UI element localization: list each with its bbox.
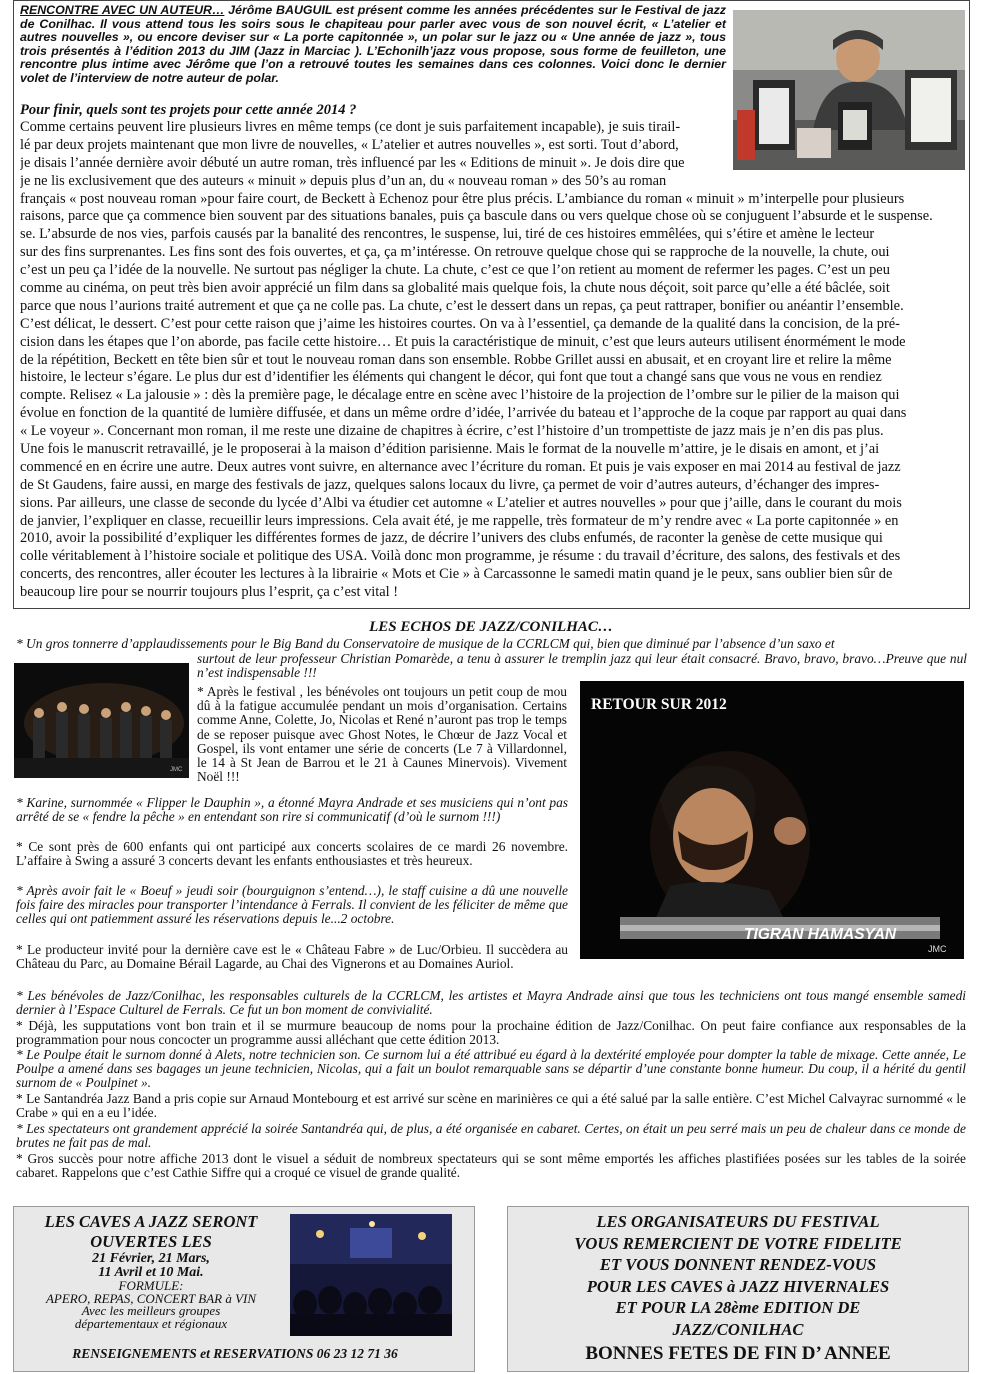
thanks-line: JAZZ/CONILHAC	[672, 1319, 804, 1339]
answer-line: Une fois le manuscrit retravaillé, je le proposerai à la maison d’édition parisienne. Mais le format de la nouvelle m’attire, je le disais en amont, et j’ai	[20, 441, 880, 458]
echo-item-1a: * Un gros tonnerre d’applaudissements pour le Big Band du Conservatoire de musique de la CCRLCM qui, bien que diminué par l’absence d’un saxo et	[16, 636, 835, 651]
echo-item-10: * Le Santandréa Jazz Band a pris copie sur Arnaud Montebourg et est arrivé sur scène en marinières ce qui a été salué par la salle entière. C’est Michel Calvayrac surnommé « le Crabe » qui en a eu l’idée.	[16, 1091, 966, 1121]
answer-line: colle véritablement à l’histoire sociale et politique des USA. Voilà donc mon programme, je résume : du travail d’écriture, des salons, des festivals et des	[20, 548, 901, 565]
caves-reservations: RENSEIGNEMENTS et RESERVATIONS 06 23 12 71 36	[72, 1346, 398, 1361]
echo-item-11: * Les spectateurs ont grandement apprécié la soirée Santandréa qui, de plus, a été organisée en cabaret. Certes, on était un peu serré mais un peu de chaleur dans ce monde de brutes ne fait pas de mal.	[16, 1121, 966, 1151]
thanks-line: POUR LES CAVES à JAZZ HIVERNALES	[586, 1276, 890, 1296]
answer-line: raisons, parce que ça commence bien souvent par des situations banales, puis ça bascule dans ou vers quelque chose où se conjuguent l’absurde et le suspense.	[20, 208, 933, 225]
retour-title: RETOUR SUR 2012	[591, 696, 727, 713]
echo-item-3: * Karine, surnommée « Flipper le Dauphin », a étonné Mayra Andrade et ses musiciens qui n’ont pas arrêté de se « fendre la pêche » en entendant son rire si communicatif (d’où le surnom !!!)	[16, 795, 568, 825]
echo-item-8: * Déjà, les supputations vont bon train et il se murmure beaucoup de noms pour la prochaine édition de Jazz/Conilhac. On peut faire confiance aux responsables de la programmation pour nous concocter un programme aussi alléchant que cette édition 2013.	[16, 1018, 966, 1048]
echo-item-9: * Le Poulpe était le surnom donné à Alets, notre technicien son. Ce surnom lui a été attribué eu égard à la dextérité employée pour dompter la table de mixage. Cette année, Le Poulpe a amené dans ses bagages un jeune technicien, Nicolas, qui a fait un boulot remarquable sans se départir d’une constante bonne humeur. Du coup, il a hérité du gentil surnom de « Poulpinet ».	[16, 1047, 966, 1091]
answer-line: « Le voyeur ». Concernant mon roman, il me reste une dizaine de chapitres à écrire, c’est l’histoire d’un trompettiste de jazz mais je n’en dis pas plus.	[20, 423, 884, 440]
caves-groups-2: départementaux et régionaux	[74, 1315, 228, 1331]
caves-line-1: LES CAVES A JAZZ SERONT	[44, 1212, 258, 1231]
retour-2012-photo	[580, 681, 964, 959]
answer-line: lé par deux projets maintenant que mon livre de nouvelles, « L’atelier et autres nouvelles », est sorti. Tout d’abord,	[20, 136, 679, 153]
interview-intro	[20, 4, 726, 86]
echo-item-7: * Les bénévoles de Jazz/Conilhac, les responsables culturels de la CCRLCM, les artistes et Mayra Andrade ainsi que tous les techniciens ont tous mangé ensemble samedi dernier à l’Espace Culturel de Ferrals. Ce fut un bon moment de convivialité.	[16, 988, 966, 1018]
thanks-line: ET VOUS DONNENT RENDEZ-VOUS	[599, 1255, 877, 1275]
caves-formule-text: APERO, REPAS, CONCERT BAR à VIN	[45, 1290, 257, 1306]
echo-item-5: * Après avoir fait le « Boeuf » jeudi soir (bourguignon s’entend…), le staff cuisine a dû une nouvelle fois faire des miracles pour transporter l’intendance à Ferrals. Il convient de les féliciter de même que celles qui ont patiemment assuré les réservations depuis le...2 octobre.	[16, 883, 568, 927]
answer-line: Comme certains peuvent lire plusieurs livres en même temps (ce dont je suis parfaitement incapable), je suis tirail-	[20, 119, 681, 135]
answer-line: évolue en fonction de la quantité de lumière diffusée, et dans un même ordre d’idée, l’arrivée du bateau et l’approche de la coque par rapport au quai dans	[20, 405, 907, 422]
echo-item-6: * Le producteur invité pour la dernière cave est le « Château Fabre » de Luc/Orbieu. Il succèdera au Château du Parc, au Domaine Bérail Lagarde, au Chai des Vignerons et au Domaines Auriol.	[16, 942, 568, 972]
answer-line: commencé en en écrire une autre. Deux autres vont suivre, en alternance avec l’écriture du roman. Et puis je vais exposer en mai 2014 au festival de jazz	[20, 458, 901, 475]
caves-announcement	[20, 1212, 282, 1330]
answer-line: C’est délicat, le dessert. C’est pour cette raison que j’aime les histoires courtes. On va à l’essentiel, ça demande de la qualité dans la concision, de la pré-	[20, 315, 900, 332]
answer-line: cision dans les étapes que l’on aborde, pas facile cette histoire… Et puis la caractéristique de minuit, c’est que leurs auteurs utilisent énormément le mode	[20, 333, 906, 350]
caves-formule: FORMULE:	[118, 1278, 184, 1293]
retour-caption: TIGRAN HAMASYAN	[744, 926, 897, 943]
answer-line: c’est un peu ça l’idée de la nouvelle. Ne surtout pas négliger la chute. La chute, c’est ce que l’on retient au moment de refermer les pages. C’est un peu	[20, 262, 890, 279]
answer-line: sions. Par ailleurs, une classe de seconde du lycée d’Albi va étudier cet automne « L’atelier et autres nouvelles » pour que j’aille, dans le courant du mois	[20, 494, 902, 511]
thanks-line: ET POUR LA 28ème EDITION DE	[615, 1298, 861, 1318]
answer-line: de St Gaudens, faire aussi, en marge des festivals de jazz, quelques salons locaux du livre, ça permet de voir d’autres auteurs, d’échanger des impres-	[20, 476, 880, 493]
answer-line: parce que nous l’aurions traité autrement et que ça ne colle pas. La chute, c’est le dessert dans un repas, ça peut rattraper, bonifier ou anéantir l’ensemble.	[20, 297, 904, 314]
thanks-message	[507, 1211, 969, 1341]
echo-item-4: * Ce sont près de 600 enfants qui ont participé aux concerts scolaires de ce mardi 26 novembre. L’affaire à Swing a assuré 3 concerts devant les enfants enthousiastes et très heureux.	[16, 839, 568, 869]
season-greetings: BONNES FETES DE FIN D’ ANNEE	[585, 1343, 891, 1364]
concert-photo-credit: JMC	[170, 767, 183, 773]
answer-line: je ne lis exclusivement que des auteurs « minuit » depuis plus d’un an, du « nouveau roman » des 50’s au roman	[20, 172, 667, 189]
caves-dates-2: 11 Avril et 10 Mai.	[98, 1265, 204, 1280]
intro-text: Jérôme BAUGUIL est présent comme les années précédentes sur le Festival de jazz de Conilhac. Il vous attend tous les soirs sous le chapiteau pour parler avec vous de son nouvel écrit, « L’atelier et autres nouvelles », ou encore deviser sur « La porte capitonnée », un polar sur le jazz ou « Une année de jazz », tous trois présentés à l’édition 2013 du JIM (Jazz in Marciac ). L’Echonilh’jazz vous propose, sous forme de feuilleton, une rencontre plus intime avec Jérôme que l’on a retrouvé toutes les semaines dans ces colonnes. Voici donc le dernier volet de l’interview de notre auteur de polar.	[20, 3, 726, 85]
echoes-title: LES ECHOS DE JAZZ/CONILHAC…	[369, 619, 613, 635]
caves-dates-1: 21 Février, 21 Mars,	[92, 1251, 210, 1266]
answer-line: concerts, des rencontres, aller écouter les lectures à la librairie « Mots et Cie » à Carcassonne le samedi matin quand je le peux, sans oublier bien sûr de	[20, 566, 893, 583]
echo-item-1b: surtout de leur professeur Christian Pomarède, a tenu à assurer le tremplin jazz qui leur était consacré. Bravo, bravo, bravo…Preuve que nul n’est indispensable !!!	[197, 651, 967, 681]
cave-concert-photo	[290, 1214, 452, 1336]
thanks-line: LES ORGANISATEURS DU FESTIVAL	[596, 1212, 880, 1231]
answer-line: de janvier, l’expliquer en classe, recueillir leurs impressions. Cela avait été, je me rappelle, très formateur de m’y rendre avec « La porte capitonnée » en	[20, 512, 899, 529]
answer-line: je disais l’année dernière avoir débuté un autre roman, très influencé par les « Editions de minuit ». Je dois dire que	[20, 154, 685, 171]
caves-groups-1: Avec les meilleurs groupes	[81, 1303, 221, 1318]
caves-line-2: OUVERTES LES	[90, 1232, 212, 1251]
intro-lead: RENCONTRE AVEC UN AUTEUR…	[20, 3, 225, 17]
answer-line: de la répétition, Beckett en tête bien sûr et tout le nouveau roman dans son ensemble. Robbe Grillet aussi en abusait, et en croyant lire et relire la même	[20, 351, 892, 368]
interview-answer	[20, 119, 964, 602]
big-band-concert-photo	[14, 663, 189, 778]
answer-line: sur des fins surprenantes. Les fins sont des fois ouvertes, et ça, ça m’intéresse. On retrouve quelque chose qui se rapproche de la nouvelle, la chute, oui	[20, 244, 890, 261]
echo-item-2: * Après le festival , les bénévoles ont toujours un petit coup de mou dû à la fatigue accumulée pendant un mois d’organisation. Certains comme Anne, Colette, Jo, Nicolas et René n’auront pas trop le temps de se reposer puisque avec Ghost Notes, le Chœur de Jazz Vocal et Gospel, ils vont entamer une série de concerts (Le 7 à Villardonnel, le 14 à St Jean de Barrou et le 21 à Caunes Minervois). Vivement Noël !!!	[197, 684, 567, 785]
echo-item-12: * Gros succès pour notre affiche 2013 dont le visuel a séduit de nombreux spectateurs qui se sont même emportés les affiches plastifiées posées sur les tables de la soirée cabaret. Rappelons que c’est Cathie Siffre qui a croqué ce visuel de grande qualité.	[16, 1151, 966, 1181]
answer-line: 2010, avoir la possibilité d’expliquer les différentes formes de jazz, de décrire l’univers des clubs enfumés, de raconter la genèse de cette musique qui	[20, 530, 883, 547]
thanks-line: VOUS REMERCIENT DE VOTRE FIDELITE	[574, 1233, 902, 1253]
answer-line: comme au cinéma, on peut très bien avoir apprécié un film dans sa globalité mais quelque fois, la chute nous déçoit, soit parce qu’elle a été bâclée, soit	[20, 280, 890, 297]
answer-line: se. L’absurde de nos vies, parfois causés par la banalité des rencontres, le suspense, lui, tiré de ces histoires emmêlées, qui s’étire et amène le lecteur	[20, 226, 875, 243]
interview-question: Pour finir, quels sont tes projets pour cette année 2014 ?	[20, 102, 357, 118]
answer-line: beaucoup lire pour se nourrir toujours plus l’esprit, ça c’est vital !	[20, 584, 399, 601]
answer-line: histoire, le lecteur s’égare. Le plus dur est d’identifier les éléments qui changent le décor, qui font que tout a changé sans que vous ne vous en rendiez	[20, 369, 882, 386]
retour-photo-credit: JMC	[928, 944, 947, 954]
answer-line: compte. Relisez « La jalousie » : dès la première page, le décalage entre en scène avec l’histoire de la projection de l’ombre sur le pilier de la maison qui	[20, 387, 900, 404]
answer-line: français « post nouveau roman »pour faire court, de Beckett à Echenoz pour être plus précis. L’ambiance du roman « minuit » m’interpelle pour plusieurs	[20, 190, 905, 207]
